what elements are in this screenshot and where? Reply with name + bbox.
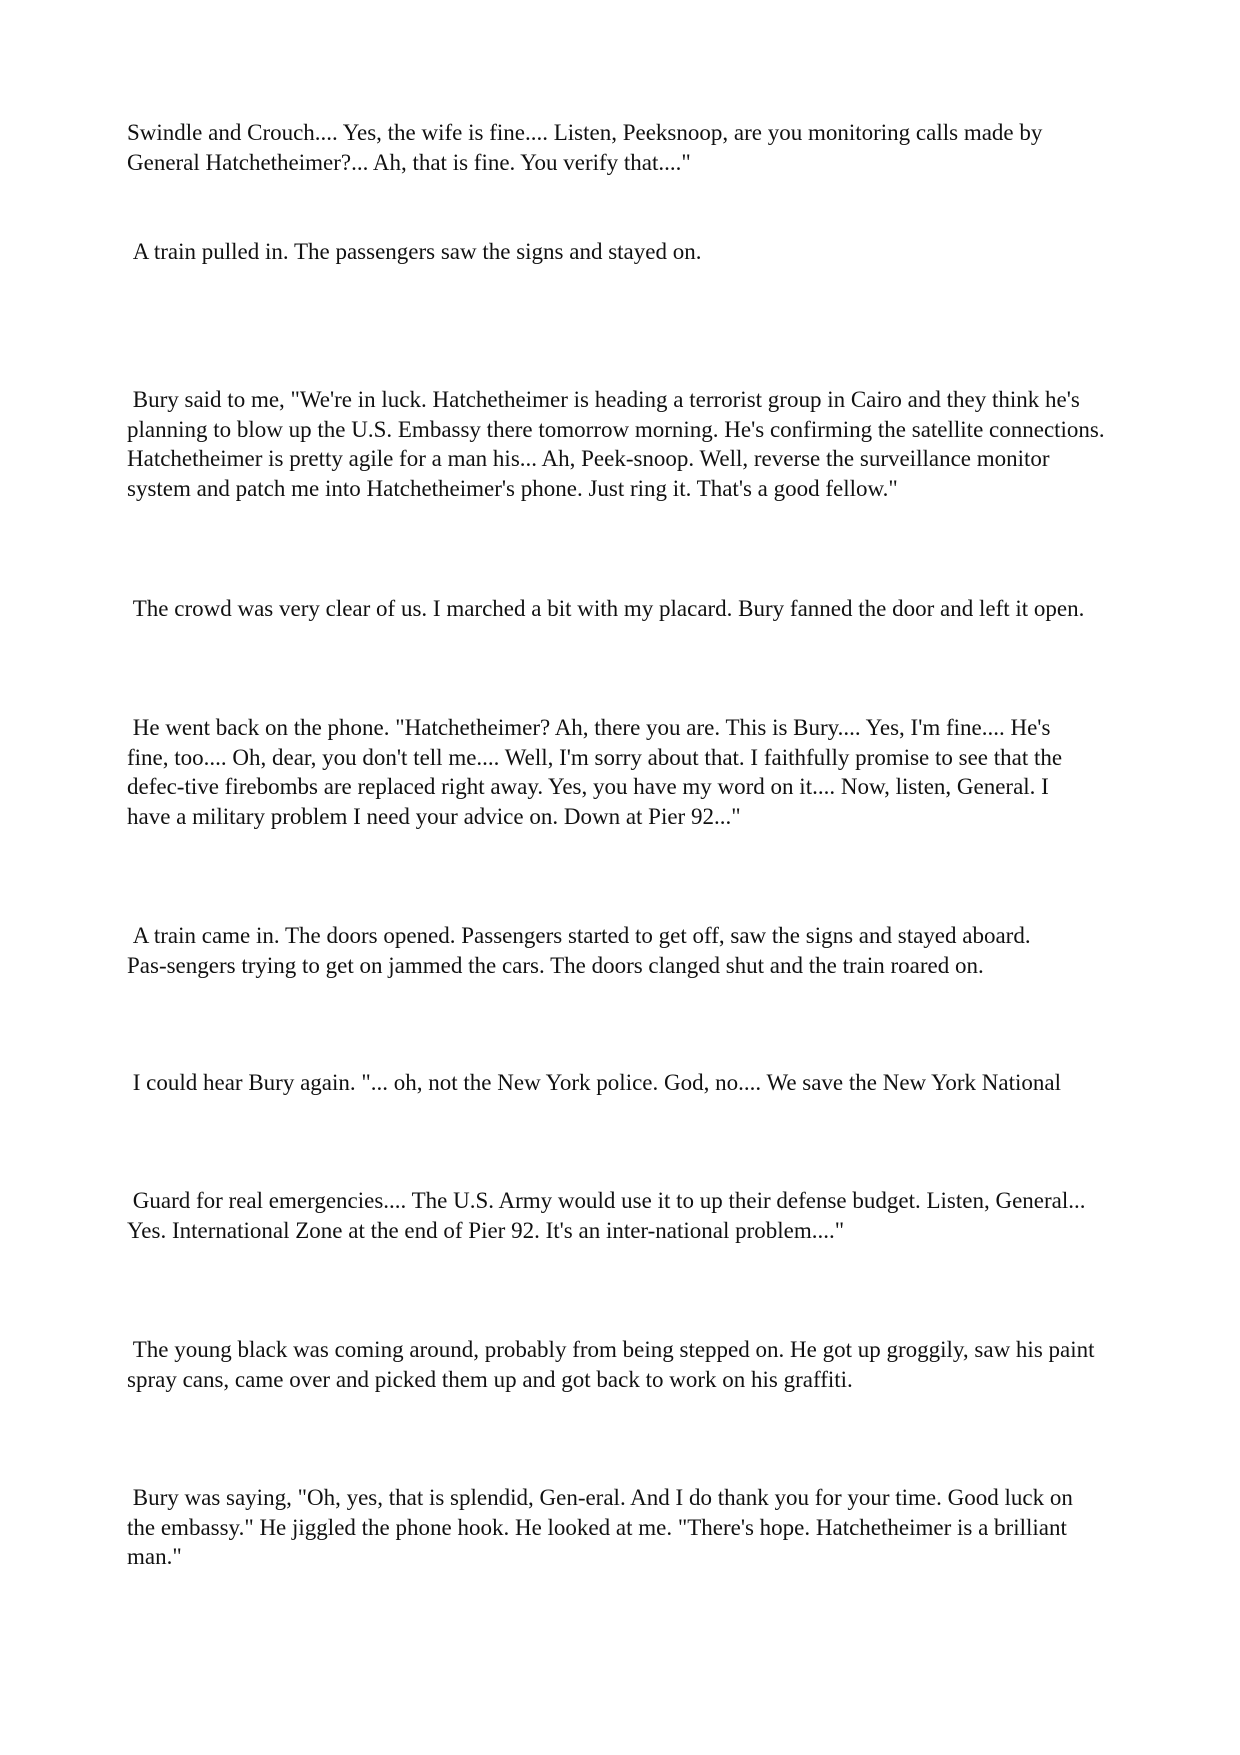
paragraph-hear-bury-again: I could hear Bury again. "... oh, not the New York police. God, no.... We save the New York National — [127, 1070, 1061, 1095]
paragraph-train-pulled-in: A train pulled in. The passengers saw the signs and stayed on. — [127, 239, 702, 264]
paragraph-back-on-phone: He went back on the phone. "Hatchetheimer? Ah, there you are. This is Bury.... Yes, I'm fine.... He's fine, too.... Oh, dear, you don't tell me.... Well, I'm sorry about that. I faithfully promise to see that the defec-tive firebombs are replaced right away. Yes, you have my word on it.... Now, listen, General. I have a military problem I need your advice on. Down at Pier 92..." — [127, 715, 1063, 829]
paragraph-young-black: The young black was coming around, probably from being stepped on. He got up groggily, saw his paint spray cans, came over and picked them up and got back to work on his graffiti. — [127, 1337, 1095, 1392]
paragraph-guard-emergencies: Guard for real emergencies.... The U.S. Army would use it to up their defense budget. Listen, General... Yes. International Zone at the end of Pier 92. It's an inter-national problem...." — [127, 1188, 1086, 1243]
paragraph-train-came-in: A train came in. The doors opened. Passengers started to get off, saw the signs and stayed aboard. Pas-sengers trying to get on jammed the cars. The doors clanged shut and the train roared on. — [127, 923, 1031, 978]
paragraph-crowd-clear: The crowd was very clear of us. I marched a bit with my placard. Bury fanned the door and left it open. — [127, 596, 1085, 621]
paragraph-swindle-and-crouch: Swindle and Crouch.... Yes, the wife is fine.... Listen, Peeksnoop, are you monitoring calls made by General Hatchetheimer?... Ah, that is fine. You verify that...." — [127, 120, 1043, 175]
paragraph-bury-was-saying: Bury was saying, "Oh, yes, that is splendid, Gen-eral. And I do thank you for your time. Good luck on the embassy." He jiggled the phone hook. He looked at me. "There's hope. Hatchetheimer is a brilliant man." — [127, 1485, 1073, 1569]
paragraph-bury-said-to-me: Bury said to me, "We're in luck. Hatchetheimer is heading a terrorist group in Cairo and they think he's planning to blow up the U.S. Embassy there tomorrow morning. He's confirming the satellite connections. Hatchetheimer is pretty agile for a man his... Ah, Peek-snoop. Well, reverse the surveillance monitor system and patch me into Hatchetheimer's phone. Just ring it. That's a good fellow." — [127, 387, 1105, 501]
